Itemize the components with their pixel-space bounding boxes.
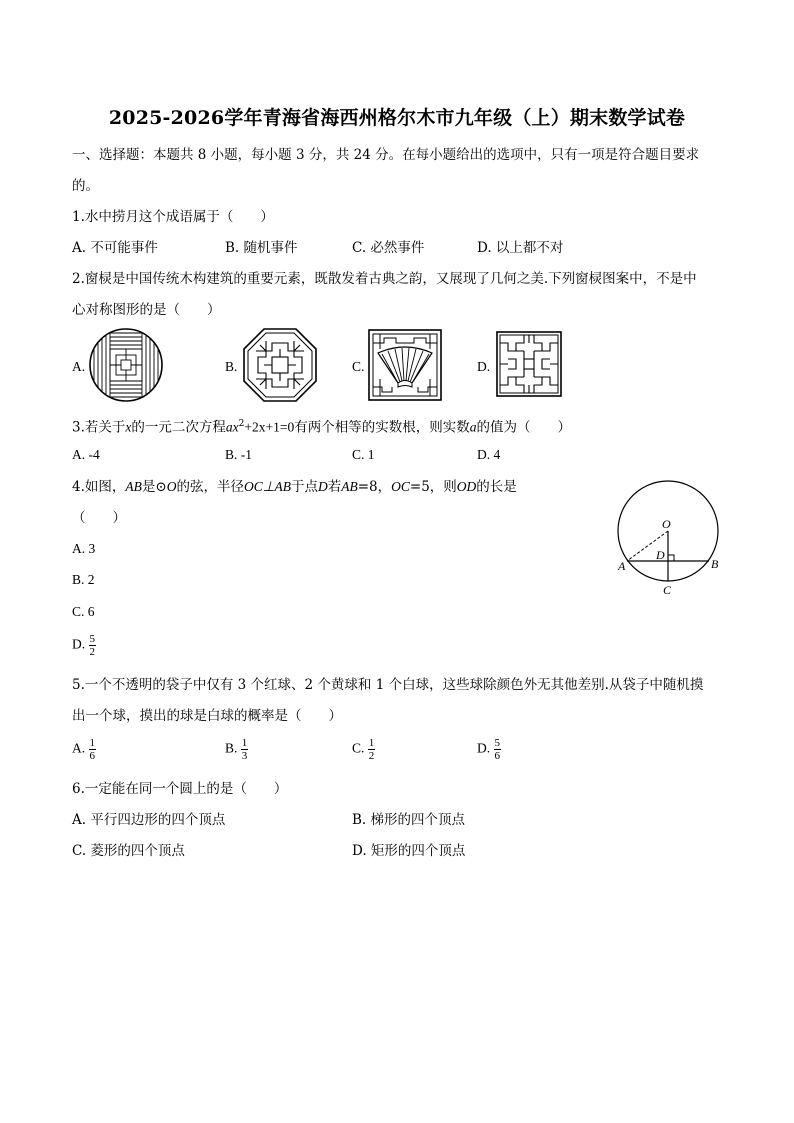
label-b: B <box>711 557 719 571</box>
question-4-stem-cont: （ ） <box>72 510 126 526</box>
window-lattice-c-icon <box>368 329 442 401</box>
q2-label-c: C. <box>352 359 365 374</box>
label-o: O <box>662 517 671 531</box>
question-5-stem-cont: 出一个球，摸出的球是白球的概率是（ ） <box>72 708 342 724</box>
question-2-stem-cont: 心对称图形的是（ ） <box>72 302 221 318</box>
label-c: C <box>663 583 672 597</box>
q6-option-b: B. 梯形的四个顶点 <box>352 812 466 828</box>
q3-option-d: D. 4 <box>477 447 501 462</box>
section-heading: 一、选择题：本题共 8 小题，每小题 3 分，共 24 分。在每小题给出的选项中，只有一项是符合题目要求 <box>72 147 700 163</box>
question-4-stem: 4.如图，AB是⊙O的弦，半径OC⊥AB于点D若AB=8，OC=5，则OD的长是 <box>72 479 517 495</box>
question-2-stem: 2.窗棂是中国传统木构建筑的重要元素，既散发着古典之韵，又展现了几何之美.下列窗棂图案中，不是中 <box>72 271 697 287</box>
q5-option-b: B. $\frac{1}{3}$ <box>225 737 248 762</box>
q6-option-a: A. 平行四边形的四个顶点 <box>72 812 226 828</box>
q4-option-b: B. 2 <box>72 572 95 587</box>
q3-option-a: A. -4 <box>72 447 100 462</box>
question-5-stem: 5.一个不透明的袋子中仅有 3 个红球、2 个黄球和 1 个白球，这些球除颜色外无其他差别.从袋子中随机摸 <box>72 677 704 693</box>
q1-option-c: C. 必然事件 <box>352 240 425 256</box>
q1-option-a: A. 不可能事件 <box>72 240 158 256</box>
q5-option-d: D. $\frac{5}{6}$ <box>477 737 500 762</box>
q4-option-a: A. 3 <box>72 541 96 556</box>
q1-option-d: D. 以上都不对 <box>477 240 564 256</box>
question-1-stem: 1.水中捞月这个成语属于（ ） <box>72 209 274 225</box>
label-a: A <box>618 559 626 573</box>
q3-option-b: B. -1 <box>225 447 252 462</box>
q4-option-c: C. 6 <box>72 604 95 619</box>
q2-label-a: A. <box>72 359 86 374</box>
q1-option-b: B. 随机事件 <box>225 240 298 256</box>
question-6-stem: 6.一定能在同一个圆上的是（ ） <box>72 781 288 797</box>
circle-geometry-figure <box>610 476 730 600</box>
label-d: D <box>656 548 665 562</box>
q2-label-d: D. <box>477 359 491 374</box>
page-title: 2025-2026学年青海省海西州格尔木市九年级（上）期末数学试卷 <box>108 107 686 129</box>
q2-label-b: B. <box>225 359 238 374</box>
q6-option-c: C. 菱形的四个顶点 <box>72 843 185 859</box>
section-heading-cont: 的。 <box>72 178 99 194</box>
q3-option-c: C. 1 <box>352 447 375 462</box>
window-lattice-b-icon <box>242 327 318 403</box>
q6-option-d: D. 矩形的四个顶点 <box>352 843 466 859</box>
q5-option-a: A. $\frac{1}{6}$ <box>72 737 95 762</box>
question-3-stem: 3.若关于x的一元二次方程$ax^2+2x+1=0$有两个相等的实数根，则实数a的值为（ ） <box>72 419 571 436</box>
window-lattice-a-icon <box>88 327 164 403</box>
q5-option-c: C. $\frac{1}{2}$ <box>352 737 375 762</box>
q4-option-d: D. $\frac{5}{2}$ <box>72 633 95 658</box>
window-lattice-d-icon <box>496 331 562 397</box>
